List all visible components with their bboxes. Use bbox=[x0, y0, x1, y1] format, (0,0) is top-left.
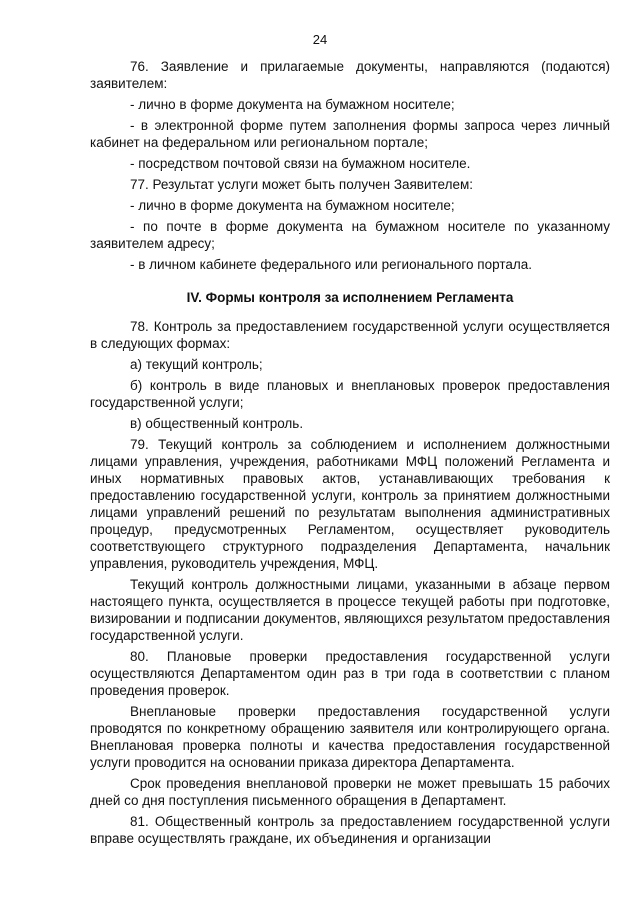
list-item: - посредством почтовой связи на бумажном носителе. bbox=[130, 156, 471, 171]
page-number: 24 bbox=[312, 32, 328, 47]
paragraph-80: 80. Плановые проверки предоставления государственной услуги осуществляются Департаментом один раз в три года в соответствии с планом проведения проверок. bbox=[90, 649, 610, 698]
document-body bbox=[90, 58, 610, 851]
list-item: - в личном кабинете федерального или регионального портала. bbox=[130, 257, 533, 272]
list-item: - в электронной форме путем заполнения формы запроса через личный кабинет на федеральном или региональном портале; bbox=[90, 118, 610, 150]
paragraph: Внеплановые проверки предоставления государственной услуги проводятся по конкретному обращению заявителя или контролирующего органа. Внеплановая проверка полноты и качества предоставления государственной услуги проводится на основании приказа директора Департамента. bbox=[90, 704, 610, 770]
section-heading: IV. Формы контроля за исполнением Регламента bbox=[186, 290, 514, 305]
list-item: а) текущий контроль; bbox=[130, 357, 263, 372]
paragraph-76: 76. Заявление и прилагаемые документы, направляются (подаются) заявителем: bbox=[90, 59, 610, 91]
paragraph-81: 81. Общественный контроль за предоставлением государственной услуги вправе осуществлять граждане, их объединения и организации bbox=[90, 814, 610, 846]
paragraph-79: 79. Текущий контроль за соблюдением и исполнением должностными лицами управления, учреждения, работниками МФЦ положений Регламента и иных нормативных правовых актов, устанавливающих требования к предоставлению государственной услуги, контроль за принятием должностными лицами управлений решений по результатам выполнения административных процедур, предусмотренных Регламентом, осуществляет руководитель соответствующего структурного подразделения Департамента, начальник управления, руководитель учреждения, МФЦ. bbox=[90, 437, 610, 571]
paragraph: Срок проведения внеплановой проверки не может превышать 15 рабочих дней со дня поступления письменного обращения в Департамент. bbox=[90, 776, 610, 808]
paragraph-78: 78. Контроль за предоставлением государственной услуги осуществляется в следующих формах: bbox=[90, 319, 610, 351]
list-item: в) общественный контроль. bbox=[130, 416, 304, 431]
list-item: - лично в форме документа на бумажном носителе; bbox=[130, 97, 455, 112]
paragraph: Текущий контроль должностными лицами, указанными в абзаце первом настоящего пункта, осуществляется в процессе текущей работы при подготовке, визировании и подписании документов, являющихся результатом предоставления государственной услуги. bbox=[90, 577, 610, 643]
list-item: - лично в форме документа на бумажном носителе; bbox=[130, 198, 455, 213]
list-item: б) контроль в виде плановых и внеплановых проверок предоставления государственной услуги; bbox=[90, 378, 610, 410]
paragraph-77: 77. Результат услуги может быть получен Заявителем: bbox=[130, 177, 474, 192]
list-item: - по почте в форме документа на бумажном носителе по указанному заявителем адресу; bbox=[90, 219, 610, 251]
